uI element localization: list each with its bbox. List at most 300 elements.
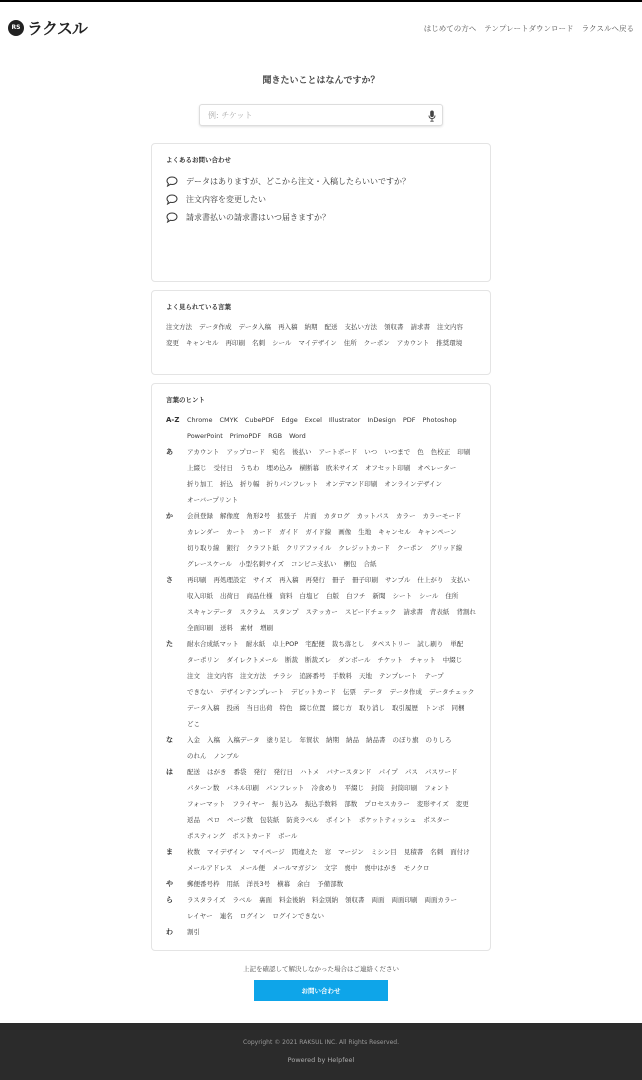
faq-item[interactable] [166, 172, 476, 190]
hint-word-link[interactable]: フォーマット [187, 800, 226, 808]
hint-word-link[interactable]: サイズ [253, 576, 272, 584]
frequent-word-link[interactable]: 配送 [324, 323, 338, 331]
hint-word-link[interactable]: どこ [187, 720, 200, 728]
hint-word-link[interactable]: 横幕 [277, 880, 291, 888]
hint-word-link[interactable]: グリッド線 [430, 544, 463, 552]
hint-word-link[interactable]: PDF [402, 416, 416, 424]
hint-word-link[interactable]: パス [404, 768, 418, 776]
hint-word-link[interactable]: ポスター [423, 816, 450, 824]
hint-word-link[interactable]: クリアファイル [286, 544, 332, 552]
hint-word-link[interactable]: 中綴じ [442, 656, 463, 664]
nav-link-template-download[interactable]: テンプレートダウンロード [484, 24, 574, 33]
faq-item[interactable] [166, 190, 476, 208]
speech-bubble-icon [166, 194, 178, 205]
hint-word-link[interactable]: データ [363, 688, 383, 696]
hint-word-link[interactable]: マイデザイン [207, 848, 246, 856]
hint-group [166, 732, 476, 764]
hint-group-key: A-Z [166, 416, 180, 424]
hint-word-link[interactable]: 送料 [220, 624, 233, 632]
hint-word-link[interactable]: スキャンデータ [187, 608, 233, 616]
frequent-word-link[interactable]: 納期 [304, 323, 318, 331]
hint-word-link[interactable]: ガイド [279, 528, 299, 536]
hint-word-link[interactable]: 追跡番号 [299, 672, 326, 680]
hint-word-link[interactable]: 断裁 [285, 656, 299, 664]
hint-word-link[interactable]: 解像度 [220, 512, 240, 520]
hint-word-link[interactable]: うちわ [240, 464, 260, 472]
hint-word-link[interactable]: 背表紙 [429, 608, 450, 616]
hint-word-link[interactable]: Chrome [187, 416, 213, 424]
powered-by-text: Powered by Helpfeel [287, 1056, 355, 1064]
hint-group [166, 444, 476, 508]
hint-word-link[interactable]: 合紙 [363, 560, 377, 568]
hint-word-link[interactable]: 耐水合成紙マット [187, 640, 239, 648]
hint-word-link[interactable]: オンデマンド印刷 [325, 480, 378, 488]
hint-word-link[interactable]: ラスタライズ [187, 896, 226, 904]
hint-word-link[interactable]: 注文方法 [240, 672, 266, 680]
hint-word-link[interactable]: 単配 [450, 640, 464, 648]
hint-word-link[interactable]: ハトメ [300, 768, 320, 776]
hint-word-link[interactable]: トンボ [425, 704, 445, 712]
hint-word-link[interactable]: 洋長3号 [246, 880, 271, 888]
hint-word-link[interactable]: 資料 [279, 592, 293, 600]
hint-word-link[interactable]: ページ数 [227, 816, 253, 824]
hint-word-link[interactable]: 間違えた [291, 848, 318, 856]
hint-word-link[interactable]: 両面 [371, 896, 385, 904]
hint-word-link[interactable]: 再発行 [305, 576, 325, 584]
frequent-word-link[interactable]: 再入稿 [278, 323, 298, 331]
hint-word-link[interactable]: 梱包 [343, 560, 357, 568]
hint-word-link[interactable]: 綴じ位置 [299, 704, 326, 712]
hint-word-link[interactable]: パンフレット [265, 784, 305, 792]
frequent-word-link[interactable]: 領収書 [384, 323, 404, 331]
hint-word-link[interactable]: 予備部数 [317, 880, 344, 888]
hint-word-link[interactable]: 出荷日 [220, 592, 240, 600]
nav-link-back-to-raksul[interactable]: ラクスルへ戻る [581, 24, 634, 33]
hint-word-link[interactable]: 白塩ビ [299, 592, 319, 600]
hint-word-link[interactable]: コンビニ支払い [291, 560, 337, 568]
faq-item-label: 注文内容を変更したい [186, 194, 266, 204]
hint-word-link[interactable]: クーポン [397, 544, 424, 552]
hint-word-link[interactable]: オンラインデザイン [384, 480, 443, 488]
hint-word-link[interactable]: パイプ [378, 768, 398, 776]
search-box [199, 104, 443, 126]
hint-word-link[interactable]: グレースケール [187, 560, 233, 568]
hint-word-link[interactable]: 欧米サイズ [326, 464, 358, 472]
hint-word-link[interactable]: マイページ [252, 848, 285, 856]
hint-word-link[interactable]: 注文 [187, 672, 200, 680]
hint-word-link[interactable]: 喪中はがき [364, 864, 397, 872]
hint-group-key: さ [166, 576, 173, 584]
hint-word-link[interactable]: オペレーター [417, 464, 457, 472]
hint-word-link[interactable]: 両面印刷 [391, 896, 418, 904]
frequent-word-link[interactable]: 再印刷 [225, 339, 245, 347]
hint-word-link[interactable]: パネル印刷 [226, 784, 259, 792]
word-hints-groups [166, 412, 476, 940]
hint-word-link[interactable]: 入稿データ [227, 736, 260, 744]
hint-word-link[interactable]: 余白 [297, 880, 311, 888]
hint-word-link[interactable]: 振込手数料 [304, 800, 338, 808]
frequent-word-link[interactable]: キャンセル [186, 339, 219, 347]
frequent-word-link[interactable]: 名刺 [252, 339, 265, 347]
hint-word-link[interactable]: 納品書 [366, 736, 386, 744]
hint-group [166, 924, 476, 940]
hint-word-link[interactable]: タペストリー [371, 640, 411, 648]
hint-word-link[interactable]: 卓上POP [272, 640, 299, 648]
frequent-word-link[interactable]: 住所 [343, 339, 357, 347]
faq-item-label: 請求書払いの請求書はいつ届きますか？ [186, 212, 330, 222]
hint-word-link[interactable]: ボール [278, 832, 298, 840]
hint-word-link[interactable]: 文字 [324, 864, 338, 872]
hint-word-link[interactable]: スピードチェック [344, 608, 397, 616]
hint-word-link[interactable]: 部数 [344, 800, 358, 808]
hint-word-link[interactable]: クラフト紙 [246, 544, 279, 552]
hint-word-link[interactable]: 平綴じ [344, 784, 365, 792]
hint-word-link[interactable]: パスワード [424, 768, 458, 776]
hint-word-link[interactable]: 注文内容 [207, 672, 233, 680]
hint-word-link[interactable]: 生地 [358, 528, 372, 536]
hint-word-link[interactable]: PrimoPDF [229, 432, 262, 440]
hint-word-link[interactable]: 面付け [450, 848, 470, 856]
hint-word-link[interactable]: 上綴じ [187, 464, 207, 472]
hint-word-link[interactable]: 拡張子 [277, 512, 297, 520]
hint-word-link[interactable]: 両面カラー [424, 896, 458, 904]
hint-word-link[interactable]: 枚数 [187, 848, 200, 856]
hint-word-link[interactable]: 住所 [445, 592, 459, 600]
hint-word-link[interactable]: 再処理設定 [213, 576, 246, 584]
frequent-words-list [166, 319, 476, 351]
frequent-word-link[interactable]: 変更 [166, 339, 179, 347]
frequent-word-link[interactable]: アカウント [396, 339, 430, 347]
hint-word-link[interactable]: ダンボール [338, 656, 371, 664]
hint-word-link[interactable]: アップロード [226, 448, 265, 456]
hint-word-link[interactable]: キャンセル [378, 528, 411, 536]
frequent-word-link[interactable]: データ入稿 [238, 323, 271, 331]
hint-word-link[interactable]: データチェック [429, 688, 475, 696]
hint-word-link[interactable]: テープ [424, 672, 444, 680]
hint-word-link[interactable]: 包装紙 [259, 816, 280, 824]
hint-word-link[interactable]: 色 [417, 448, 424, 456]
hint-word-link[interactable]: 請求書 [403, 608, 423, 616]
hint-group-words [187, 892, 476, 924]
hint-word-link[interactable]: 角形2号 [246, 512, 271, 520]
nav-link-first-time[interactable]: はじめての方へ [423, 24, 477, 33]
hint-word-link[interactable]: 見積書 [403, 848, 424, 856]
hint-word-link[interactable]: カート [226, 528, 246, 536]
hint-group-words [187, 924, 476, 940]
hint-word-link[interactable]: 冷食めり [311, 784, 338, 792]
word-hints-title: 言葉のヒント [166, 396, 205, 404]
hint-word-link[interactable]: Illustrator [328, 416, 361, 424]
hint-word-link[interactable]: 手数料 [332, 672, 352, 680]
hint-word-link[interactable]: ポスティング [187, 832, 226, 840]
hint-word-link[interactable]: RGB [268, 432, 283, 440]
hint-word-link[interactable]: ログイン [239, 912, 266, 920]
hint-word-link[interactable]: 変形サイズ [416, 800, 449, 808]
hint-word-link[interactable]: 素材 [240, 624, 253, 632]
hint-word-link[interactable]: 振り込み [271, 800, 298, 808]
frequent-words-title: よく見られている言葉 [166, 303, 231, 311]
hint-word-link[interactable]: ノンブル [213, 752, 239, 760]
hint-word-link[interactable]: ダイレクトメール [226, 656, 279, 664]
hint-word-link[interactable]: 料金後納 [279, 896, 306, 904]
frequent-word-link[interactable]: 注文方法 [166, 323, 192, 331]
hint-word-link[interactable]: 納期 [326, 736, 339, 744]
hint-word-link[interactable]: カラー [395, 512, 416, 520]
faq-item[interactable] [166, 208, 476, 226]
hint-word-link[interactable]: 当日出荷 [246, 704, 273, 712]
hint-word-link[interactable]: 裁ち落とし [331, 640, 365, 648]
hint-word-link[interactable]: 耐水紙 [245, 640, 266, 648]
hint-word-link[interactable]: メールアドレス [187, 864, 233, 872]
hint-word-link[interactable]: フライヤー [232, 800, 265, 808]
hint-word-link[interactable]: はがき [207, 768, 227, 776]
hint-group-words [187, 508, 476, 572]
frequent-word-link[interactable]: マイデザイン [298, 339, 337, 347]
hint-word-link[interactable]: 宛名 [271, 448, 285, 456]
hint-word-link[interactable]: 仕上がり [417, 576, 444, 584]
hint-word-link[interactable]: デビットカード [290, 688, 337, 696]
hint-word-link[interactable]: 横断幕 [299, 464, 319, 472]
hint-word-link[interactable]: チャット [409, 656, 436, 664]
hint-group-key: わ [166, 928, 173, 936]
hint-word-link[interactable]: カラーモード [422, 512, 462, 520]
hint-word-link[interactable]: ログインできない [272, 912, 325, 920]
hint-word-link[interactable]: 後払い [291, 448, 312, 456]
hint-word-link[interactable]: 窓 [324, 848, 332, 856]
hint-word-link[interactable]: 収入印紙 [187, 592, 213, 600]
hint-word-link[interactable]: 折り加工 [187, 480, 213, 488]
hint-word-link[interactable]: パターン数 [187, 784, 220, 792]
hint-word-link[interactable]: 裏面 [259, 896, 273, 904]
hint-word-link[interactable]: 割引 [187, 928, 200, 936]
hint-word-link[interactable]: Edge [281, 416, 298, 424]
hint-word-link[interactable]: ポストカード [232, 832, 272, 840]
hint-word-link[interactable]: スタンプ [272, 608, 299, 616]
hint-word-link[interactable]: 再入稿 [278, 576, 299, 584]
hint-word-link[interactable]: のりしろ [425, 736, 452, 744]
hint-word-link[interactable]: 封筒 [371, 784, 385, 792]
hint-word-link[interactable]: 銀行 [226, 544, 240, 552]
hint-word-link[interactable]: 折りパンフレット [266, 480, 319, 488]
hint-word-link[interactable]: メールマガジン [272, 864, 318, 872]
hint-group-key: か [166, 512, 173, 520]
hint-word-link[interactable]: 印刷 [457, 448, 471, 456]
hint-word-link[interactable]: 増刷 [260, 624, 273, 632]
hint-word-link[interactable]: 冊子印刷 [351, 576, 378, 584]
hint-group [166, 764, 476, 844]
hint-word-link[interactable]: 納品 [346, 736, 359, 744]
hint-word-link[interactable]: ガイド線 [305, 528, 332, 536]
hint-word-link[interactable]: カタログ [323, 512, 350, 520]
hint-word-link[interactable]: Excel [304, 416, 322, 424]
hint-word-link[interactable]: ポイント [325, 816, 352, 824]
hint-word-link[interactable]: 折り幅 [240, 480, 260, 488]
frequent-word-link[interactable]: 支払い方法 [344, 323, 377, 331]
hint-word-link[interactable]: 新聞 [372, 592, 386, 600]
hint-word-link[interactable]: 背割れ [456, 608, 476, 616]
logo-mark: RS [8, 20, 24, 36]
hint-word-link[interactable]: シール [419, 592, 439, 600]
hint-word-link[interactable]: 片面 [303, 512, 317, 520]
hint-word-link[interactable]: Photoshop [422, 416, 457, 424]
hint-word-link[interactable]: 取り消し [359, 704, 385, 712]
hint-word-link[interactable]: バナースタンド [326, 768, 372, 776]
hint-word-link[interactable]: 折込 [220, 480, 233, 488]
hint-word-link[interactable]: CMYK [219, 416, 238, 424]
hint-word-link[interactable]: 喪中 [344, 864, 358, 872]
hint-word-link[interactable]: ラベル [232, 896, 253, 904]
hint-word-link[interactable]: アカウント [187, 448, 220, 456]
hint-word-link[interactable]: サンプル [384, 576, 411, 584]
hint-word-link[interactable]: 伝票 [343, 688, 357, 696]
faq-title: よくあるお問い合わせ [166, 156, 231, 164]
hint-group-key: ま [166, 848, 173, 856]
hint-word-link[interactable]: オーバープリント [187, 496, 239, 504]
hint-word-link[interactable]: チラシ [273, 672, 293, 680]
hint-word-link[interactable]: Word [289, 432, 306, 440]
hint-word-link[interactable]: データ作成 [389, 688, 423, 696]
hint-word-link[interactable]: 用紙 [226, 880, 240, 888]
hint-word-link[interactable]: 年賀状 [299, 736, 319, 744]
hint-word-link[interactable]: CubePDF [244, 416, 275, 424]
hint-word-link[interactable]: 試し刷り [417, 640, 444, 648]
hint-word-link[interactable]: 宅配便 [305, 640, 325, 648]
frequent-word-link[interactable]: データ作成 [199, 323, 232, 331]
frequent-word-link[interactable]: 注文内容 [437, 323, 463, 331]
hint-word-link[interactable]: 切り取り線 [187, 544, 220, 552]
hint-word-link[interactable]: 投函 [226, 704, 240, 712]
hint-word-link[interactable]: 受付日 [213, 464, 233, 472]
hint-word-link[interactable]: 色校正 [430, 448, 451, 456]
hint-word-link[interactable]: レイヤー [187, 912, 213, 920]
microphone-icon[interactable] [428, 110, 436, 122]
faq-item-label: データはありますが、どこから注文・入稿したらいいですか？ [186, 176, 410, 186]
hint-group [166, 572, 476, 636]
hint-word-link[interactable]: デザインテンプレート [220, 688, 284, 696]
hint-word-link[interactable]: 変更 [455, 800, 469, 808]
hint-word-link[interactable]: ポケットティッシュ [358, 816, 417, 824]
hint-word-link[interactable]: 取引履歴 [392, 704, 418, 712]
hint-word-link[interactable]: スクラム [239, 608, 266, 616]
hint-word-link[interactable]: 再印刷 [187, 576, 207, 584]
hint-word-link[interactable]: 発行日 [273, 768, 293, 776]
hint-word-link[interactable]: 入稿 [207, 736, 220, 744]
hint-word-link[interactable]: 連名 [219, 912, 233, 920]
hint-word-link[interactable]: 断裁ズレ [305, 656, 332, 664]
hint-group [166, 412, 476, 444]
hint-word-link[interactable]: 小型名刺サイズ [239, 560, 285, 568]
hint-word-link[interactable]: カットパス [356, 512, 389, 520]
hint-word-link[interactable]: プロセスカラー [364, 800, 410, 808]
hint-word-link[interactable]: PowerPoint [187, 432, 223, 440]
hint-word-link[interactable]: マージン [338, 848, 364, 856]
contact-button[interactable]: お問い合わせ [254, 980, 388, 1001]
hint-word-link[interactable]: カレンダー [187, 528, 220, 536]
hint-word-link[interactable]: 入金 [187, 736, 200, 744]
hint-word-link[interactable]: のぼり旗 [392, 736, 419, 744]
hint-word-link[interactable]: 綴じ方 [332, 704, 352, 712]
hint-word-link[interactable]: 支払い [450, 576, 470, 584]
hint-group [166, 508, 476, 572]
top-border [0, 0, 642, 2]
hint-word-link[interactable]: 同梱 [451, 704, 465, 712]
hint-word-link[interactable]: 会員登録 [187, 512, 213, 520]
hint-word-link[interactable]: 料金別納 [312, 896, 339, 904]
header [0, 14, 642, 40]
frequent-word-link[interactable]: シール [272, 339, 292, 347]
logo-text: ラクスル [27, 19, 87, 38]
hint-word-link[interactable]: 防炎ラベル [286, 816, 319, 824]
hint-word-link[interactable]: モノクロ [403, 864, 430, 872]
hint-word-link[interactable]: 発行 [253, 768, 267, 776]
hint-group-words [187, 844, 476, 876]
hint-word-link[interactable]: 冊子 [331, 576, 345, 584]
hint-word-link[interactable]: 配送 [187, 768, 200, 776]
hint-word-link[interactable]: 郵便番号枠 [187, 880, 220, 888]
hint-word-link[interactable]: 封筒印刷 [391, 784, 418, 792]
hint-word-link[interactable]: 名刺 [430, 848, 444, 856]
hint-word-link[interactable]: いつまで [384, 448, 411, 456]
hint-word-link[interactable]: アートボード [318, 448, 358, 456]
hint-word-link[interactable]: メール便 [239, 864, 266, 872]
hint-word-link[interactable]: クレジットカード [338, 544, 391, 552]
hint-word-link[interactable]: オフセット印刷 [364, 464, 411, 472]
hint-word-link[interactable]: 白フチ [346, 592, 366, 600]
hint-word-link[interactable]: チケット [377, 656, 403, 664]
raksul-logo[interactable] [8, 16, 87, 39]
hint-word-link[interactable]: のれん [187, 752, 207, 760]
hint-group-key: た [166, 640, 173, 648]
hint-word-link[interactable]: 白版 [326, 592, 339, 600]
hint-word-link[interactable]: 番袋 [233, 768, 247, 776]
page-question: 聞きたいことはなんですか？ [262, 76, 380, 86]
hint-word-link[interactable]: 全面印刷 [187, 624, 213, 632]
hint-word-link[interactable]: いつ [364, 448, 378, 456]
hint-word-link[interactable]: 領収書 [345, 896, 365, 904]
hint-word-link[interactable]: 天地 [359, 672, 372, 680]
hint-group-key: ら [166, 896, 173, 904]
hint-word-link[interactable]: テンプレート [379, 672, 418, 680]
footer [0, 1023, 642, 1080]
hint-word-link[interactable]: できない [187, 688, 213, 696]
frequent-word-link[interactable]: 請求書 [410, 323, 430, 331]
hint-word-link[interactable]: ステッカー [305, 608, 338, 616]
hint-word-link[interactable]: キャンペーン [417, 528, 457, 536]
hint-word-link[interactable]: 商品仕様 [246, 592, 273, 600]
hint-word-link[interactable]: 埋め込み [266, 464, 293, 472]
hint-group-words [187, 636, 476, 732]
hint-word-link[interactable]: 返品 [187, 816, 200, 824]
hint-word-link[interactable]: 画像 [338, 528, 352, 536]
hint-word-link[interactable]: ペロ [207, 816, 220, 824]
hint-word-link[interactable]: フォント [424, 784, 450, 792]
hint-word-link[interactable]: 特色 [279, 704, 293, 712]
frequent-word-link[interactable]: 推奨環境 [436, 339, 463, 347]
hint-word-link[interactable]: カード [252, 528, 273, 536]
search-input[interactable] [208, 108, 422, 123]
hint-word-link[interactable]: データ入稿 [187, 704, 220, 712]
hint-word-link[interactable]: シート [392, 592, 412, 600]
speech-bubble-icon [166, 212, 178, 223]
frequent-word-link[interactable]: クーポン [363, 339, 390, 347]
hint-word-link[interactable]: InDesign [367, 416, 396, 424]
hint-word-link[interactable]: ミシン目 [370, 848, 397, 856]
hint-word-link[interactable]: 塗り足し [266, 736, 293, 744]
hint-word-link[interactable]: ターポリン [187, 656, 220, 664]
frequent-words-card [151, 290, 491, 375]
hint-group-words [187, 444, 476, 508]
hint-group-words [187, 412, 476, 444]
